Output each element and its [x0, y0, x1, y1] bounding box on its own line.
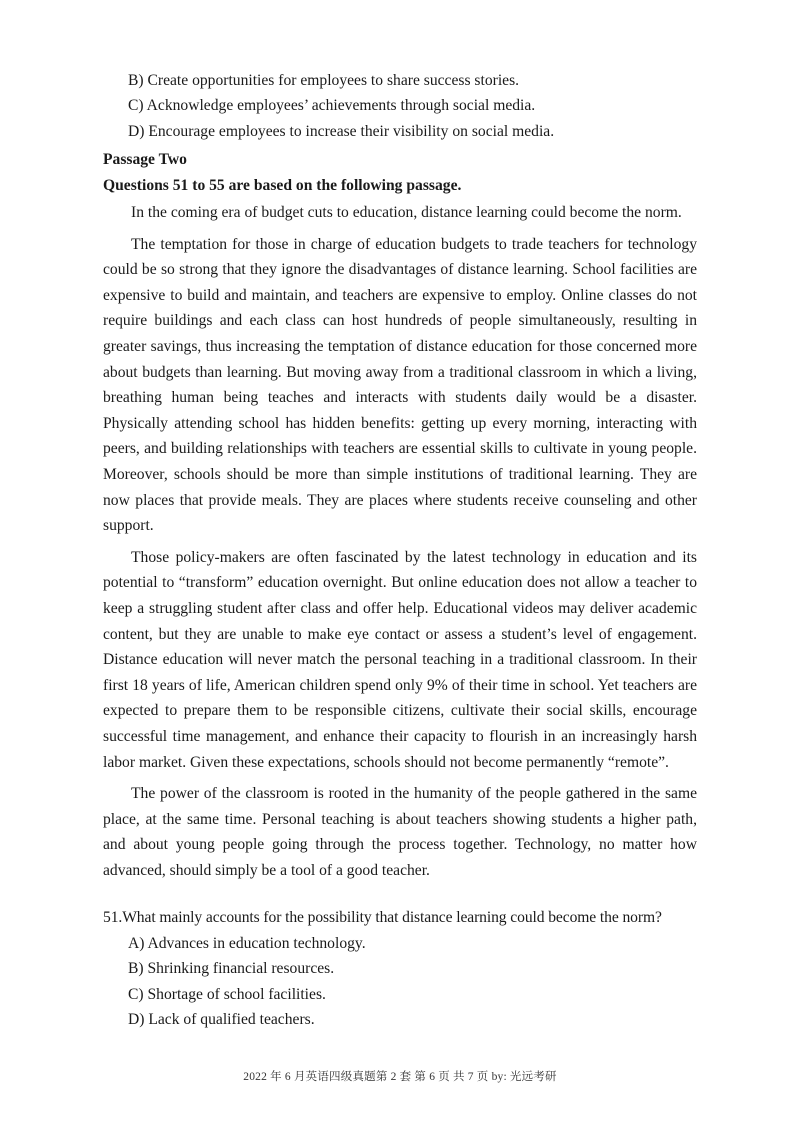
- option-a: A) Advances in education technology.: [128, 934, 366, 952]
- passage-paragraph-1: In the coming era of budget cuts to education, distance learning could become the norm.: [131, 204, 682, 222]
- question-stem: 51.What mainly accounts for the possibility that distance learning could become the norm?: [103, 909, 662, 927]
- previous-question-options: [103, 68, 697, 144]
- exam-page: [103, 68, 697, 1033]
- option-b: B) Shrinking financial resources.: [128, 960, 335, 978]
- passage-paragraph-3: Those policy-makers are often fascinated by the latest technology in education and its potential to “transform” education overnight. But online education does not allow a teacher to keep a struggling student after class and offer help. Educational videos may deliver academic content, but they are unable to make eye contact or assess a student’s level of engagement. Distance education will never match the personal teaching in a traditional classroom. In their first 18 years of life, American children spend only 9% of their time in school. Yet teachers are expected to prepare them to be responsible citizens, cultivate their social skills, encourage successful time management, and enhance their capacity to flourish in an increasingly harsh labor market. Given these expectations, schools should not become permanently “remote”.: [103, 548, 697, 771]
- option-d: D) Encourage employees to increase their visibility on social media.: [128, 122, 555, 140]
- passage-paragraph-4: The power of the classroom is rooted in the humanity of the people gathered in the same place, at the same time. Personal teaching is about teachers showing students a higher path, and about young people going through the process together. Technology, no matter how advanced, should simply be a tool of a good teacher.: [103, 785, 697, 879]
- section-instructions: Questions 51 to 55 are based on the following passage.: [103, 176, 462, 194]
- passage: [103, 200, 697, 883]
- option-c: C) Acknowledge employees’ achievements through social media.: [128, 97, 536, 115]
- page-footer: 2022 年 6 月英语四级真题第 2 套 第 6 页 共 7 页 by: 光远考研: [243, 1071, 557, 1083]
- section-title: Passage Two: [103, 151, 187, 169]
- question-51: [103, 905, 697, 1032]
- passage-paragraph-2: The temptation for those in charge of education budgets to trade teachers for technology could be so strong that they ignore the disadvantages of distance learning. School facilities are expensive to build and maintain, and teachers are expensive to employ. Online classes do not require buildings and each class can host hundreds of people simultaneously, resulting in greater savings, thus increasing the temptation of distance education for those concerned more about budgets than learning. But moving away from a traditional classroom in which a living, breathing human being teaches and interacts with students daily would be a disaster. Physically attending school has hidden benefits: getting up every morning, interacting with peers, and building relationships with teachers are essential skills to cultivate in young people. Moreover, schools should be more than simple institutions of traditional learning. They are now places that provide meals. They are places where students receive counseling and other support.: [103, 235, 697, 535]
- option-b: B) Create opportunities for employees to share success stories.: [128, 72, 520, 89]
- option-c: C) Shortage of school facilities.: [128, 985, 326, 1003]
- option-d: D) Lack of qualified teachers.: [128, 1011, 315, 1029]
